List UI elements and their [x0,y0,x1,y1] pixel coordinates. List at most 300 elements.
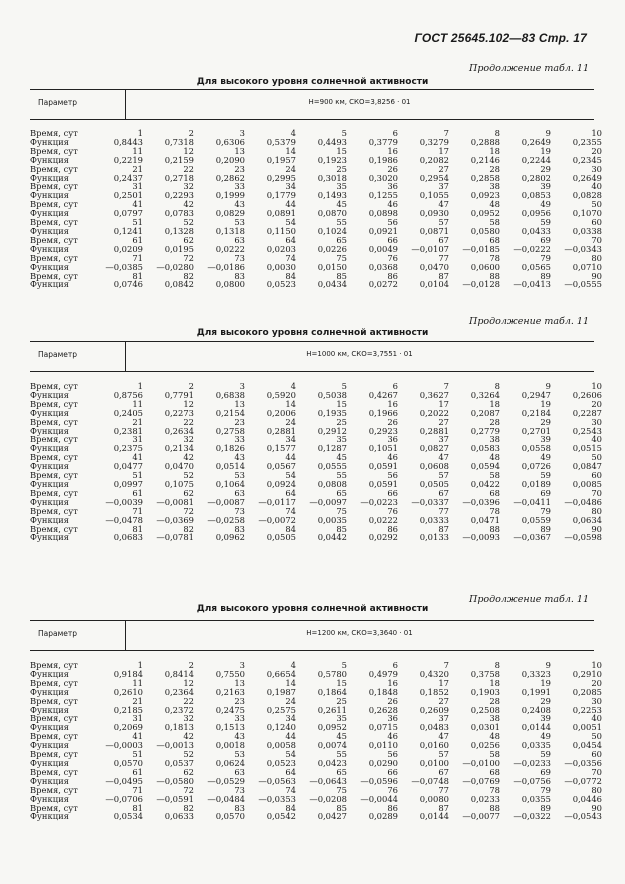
continuation-note: Продолжение табл. 11 [469,63,589,74]
table-cell: 0,0189 [521,478,551,489]
table-cell: 59 [540,749,551,760]
table-cell: 17 [438,398,449,409]
table-cell: 26 [387,163,398,174]
table-row [30,227,602,236]
table-cell: 0,2244 [521,154,551,165]
table-cell: 9 [545,660,551,670]
table-cell: 0,1255 [368,190,398,201]
table-cell: 3 [239,128,245,138]
table-cell: 45 [336,199,347,210]
table-cell: 0,2022 [419,407,449,418]
table-cell: 35 [336,181,347,192]
table-cell: 16 [387,398,398,409]
table-cell: 0,1813 [164,722,194,733]
table-cell: 0,1493 [317,190,347,201]
table-cell: 0,2758 [215,425,245,436]
table-cell: 0,3018 [317,172,347,183]
table-cell: 31 [132,434,143,445]
table-cell: 49 [540,199,551,210]
table-cell: 0,0624 [215,757,245,768]
table-cell: 87 [438,523,449,534]
table-cell: 0,0962 [215,532,245,543]
table-row [30,174,602,183]
table-cell: 0,5780 [317,668,347,679]
row-label: Время, сут [30,766,78,777]
table-cell: 0,2287 [572,407,602,418]
table-cell: 39 [540,181,551,192]
table-cell: 31 [132,713,143,724]
table-cell: 0,2085 [572,686,602,697]
table-cell: 0,2910 [572,668,602,679]
table-cell: 0,0030 [266,261,296,272]
table-cell: 20 [591,145,602,156]
table-cell: 11 [132,398,143,409]
table-cell: 0,0233 [470,793,500,804]
table-cell: 0,0924 [266,478,296,489]
table-cell: 0,0827 [419,443,449,454]
parameter-header: Параметр [38,98,77,107]
table-cell: 58 [489,470,500,481]
table-cell: —0,0478 [105,514,143,525]
table-cell: 77 [438,505,449,516]
table-cell: 89 [540,523,551,534]
altitude-header: H=900 км, СКО=3,8256 · 01 [308,98,411,106]
table-cell: 69 [540,234,551,245]
table-header [30,620,594,651]
table-cell: 0,2381 [113,425,143,436]
altitude-header: H=1200 км, СКО=3,3640 · 01 [306,629,413,637]
table-cell: 68 [489,234,500,245]
table-cell: 0,8756 [113,389,143,400]
table-cell: 62 [183,766,194,777]
table-cell: 34 [285,181,296,192]
table-cell: 58 [489,217,500,228]
table-cell: 51 [132,217,143,228]
table-cell: 0,0808 [317,478,347,489]
table-cell: 0,2610 [113,686,143,697]
table-cell: 0,0335 [521,740,551,751]
table-cell: 5 [341,381,347,391]
table-cell: 70 [591,487,602,498]
table-cell: 0,2082 [419,154,449,165]
table-cell: 72 [183,505,194,516]
table-cell: 28 [489,695,500,706]
table-cell: 0,0634 [572,514,602,525]
table-cell: —0,0781 [156,532,194,543]
table-cell: 71 [132,252,143,263]
table-cell: 54 [285,749,296,760]
table-cell: 50 [591,731,602,742]
table-cell: 0,0018 [215,740,245,751]
table-cell: 29 [540,416,551,427]
table-cell: 0,2649 [572,172,602,183]
table-cell: 0,2163 [215,686,245,697]
table-cell: 6 [392,660,398,670]
table-cell: 0,2437 [113,172,143,183]
row-label: Функция [30,793,69,804]
table-cell: 36 [387,434,398,445]
table-cell: 0,2701 [521,425,551,436]
table-cell: 0,1848 [368,686,398,697]
table-cell: 59 [540,470,551,481]
table-cell: 32 [183,713,194,724]
table-cell: —0,0081 [156,496,194,507]
table-cell: 0,4493 [317,136,347,147]
table-cell: 15 [336,677,347,688]
table-cell: 45 [336,452,347,463]
table-cell: 73 [234,784,245,795]
table-cell: 0,1957 [266,154,296,165]
table-cell: 0,0797 [113,208,143,219]
row-label: Функция [30,478,69,489]
parameter-header: Параметр [38,629,77,638]
table-row [30,462,602,471]
table-cell: 57 [438,749,449,760]
continuation-note: Продолжение табл. 11 [469,594,589,605]
table-cell: 0,9184 [113,668,143,679]
table-cell: 73 [234,505,245,516]
table-cell: 28 [489,416,500,427]
table-cell: 41 [132,199,143,210]
table-cell: 56 [387,470,398,481]
table-cell: 87 [438,270,449,281]
table-cell: 0,0847 [572,461,602,472]
table-cell: 46 [387,452,398,463]
table-cell: —0,0369 [156,514,194,525]
table-cell: —0,0100 [462,757,500,768]
table-cell: —0,0039 [105,496,143,507]
table-cell: 0,3264 [470,389,500,400]
table-cell: —0,0563 [258,775,296,786]
table-cell: 23 [234,695,245,706]
row-label: Функция [30,172,69,183]
table-cell: —0,0706 [105,793,143,804]
table-cell: 2 [188,660,194,670]
table-cell: —0,0598 [564,532,602,543]
row-label: Функция [30,686,69,697]
table-cell: 61 [132,487,143,498]
table-cell: 48 [489,731,500,742]
table-cell: 8 [494,660,500,670]
row-label: Время, сут [30,802,78,813]
table-cell: 49 [540,452,551,463]
table-cell: 47 [438,452,449,463]
table-cell: 0,0683 [113,532,143,543]
table-cell: 0,0195 [164,243,194,254]
table-cell: 90 [591,523,602,534]
table-cell: 17 [438,677,449,688]
table-row [30,759,602,768]
table-cell: 2 [188,381,194,391]
row-label: Время, сут [30,784,78,795]
table-cell: —0,0484 [207,793,245,804]
table-cell: 1 [137,128,143,138]
table-cell: 37 [438,713,449,724]
table-cell: 86 [387,270,398,281]
table-cell: 0,2185 [113,704,143,715]
table-cell: 0,1991 [521,686,551,697]
table-cell: 0,0923 [470,190,500,201]
table-cell: 0,2858 [470,172,500,183]
table-cell: 9 [545,128,551,138]
table-cell: 0,0104 [419,279,449,290]
table-row [30,391,602,400]
table-cell: 0,0523 [266,757,296,768]
table-cell: —0,0003 [105,740,143,751]
table-cell: 18 [489,145,500,156]
table-cell: 0,0842 [164,279,194,290]
table-cell: 0,1987 [266,686,296,697]
table-cell: 17 [438,145,449,156]
table-cell: —0,0495 [105,775,143,786]
table-cell: 0,0558 [521,443,551,454]
table-cell: 66 [387,766,398,777]
table-row [30,795,602,804]
table-cell: 2 [188,128,194,138]
table-cell: 0,0203 [266,243,296,254]
table-cell: —0,0077 [462,811,500,822]
row-label: Функция [30,496,69,507]
table-cell: 27 [438,163,449,174]
table-cell: 0,4267 [368,389,398,400]
table-header [30,89,594,120]
table-cell: 83 [234,270,245,281]
table-cell: 0,0746 [113,279,143,290]
table-row [30,688,602,697]
table-cell: 69 [540,766,551,777]
table-cell: —0,0093 [462,532,500,543]
table-cell: 3 [239,660,245,670]
table-cell: 0,2611 [317,704,347,715]
data-table [30,129,602,289]
section-title: Для высокого уровня солнечной активности [196,77,429,87]
table-cell: 14 [285,398,296,409]
table-cell: 20 [591,398,602,409]
table-cell: 0,0534 [113,811,143,822]
table-cell: 33 [234,181,245,192]
row-label: Время, сут [30,487,78,498]
table-cell: 84 [285,523,296,534]
table-cell: 44 [285,452,296,463]
table-cell: 0,7550 [215,668,245,679]
row-label: Функция [30,740,69,751]
table-cell: 37 [438,181,449,192]
table-cell: 0,0567 [266,461,296,472]
table-cell: —0,0222 [513,243,551,254]
table-cell: —0,0097 [309,496,347,507]
table-cell: 29 [540,163,551,174]
table-cell: 12 [183,398,194,409]
table-cell: 76 [387,505,398,516]
table-cell: 0,6306 [215,136,245,147]
table-cell: 13 [234,677,245,688]
table-cell: 0,2475 [215,704,245,715]
table-cell: 0,2508 [470,704,500,715]
table-cell: 0,0600 [470,261,500,272]
table-cell: —0,0186 [207,261,245,272]
table-cell: 0,3279 [419,136,449,147]
table-cell: 86 [387,523,398,534]
table-cell: 0,0446 [572,793,602,804]
table-cell: 0,2405 [113,407,143,418]
table-cell: 59 [540,217,551,228]
table-cell: 41 [132,731,143,742]
table-cell: 66 [387,234,398,245]
table-cell: 0,4979 [368,668,398,679]
table-cell: 44 [285,199,296,210]
table-cell: 0,0434 [317,279,347,290]
table-cell: 66 [387,487,398,498]
table-cell: 61 [132,766,143,777]
table-cell: 0,0956 [521,208,551,219]
table-cell: 5 [341,128,347,138]
table-cell: 0,1513 [215,722,245,733]
table-cell: 25 [336,416,347,427]
row-label: Время, сут [30,677,78,688]
row-label: Функция [30,532,69,543]
table-cell: 0,0559 [521,514,551,525]
table-cell: 80 [591,784,602,795]
table-cell: 0,0505 [266,532,296,543]
data-table [30,382,602,542]
table-cell: 4 [290,128,296,138]
table-cell: 22 [183,163,194,174]
row-label: Время, сут [30,660,78,670]
table-cell: —0,0208 [309,793,347,804]
table-cell: 51 [132,749,143,760]
table-cell: 73 [234,252,245,263]
table-cell: 74 [285,252,296,263]
table-cell: 68 [489,766,500,777]
table-cell: 0,2575 [266,704,296,715]
table-cell: 0,1864 [317,686,347,697]
table-cell: 18 [489,398,500,409]
table-cell: —0,0072 [258,514,296,525]
row-label: Время, сут [30,713,78,724]
table-cell: 0,0110 [368,740,398,751]
table-row [30,480,602,489]
table-cell: 0,0608 [419,461,449,472]
table-cell: 8 [494,381,500,391]
table-cell: 0,6654 [266,668,296,679]
row-label: Функция [30,225,69,236]
table-cell: 29 [540,695,551,706]
table-cell: 63 [234,234,245,245]
table-cell: 30 [591,695,602,706]
table-cell: 0,0080 [419,793,449,804]
table-cell: 0,2087 [470,407,500,418]
table-cell: 0,0570 [113,757,143,768]
table-cell: 0,2543 [572,425,602,436]
table-cell: 0,0829 [215,208,245,219]
table-cell: 56 [387,749,398,760]
table-cell: 14 [285,145,296,156]
table-cell: 16 [387,145,398,156]
table-cell: 40 [591,713,602,724]
table-cell: 0,1328 [164,225,194,236]
table-cell: 67 [438,234,449,245]
table-cell: 0,0952 [470,208,500,219]
table-cell: 0,2862 [215,172,245,183]
table-cell: 30 [591,416,602,427]
table-cell: 90 [591,270,602,281]
table-cell: 0,2923 [368,425,398,436]
table-cell: 0,0256 [470,740,500,751]
table-cell: —0,0013 [156,740,194,751]
table-cell: 38 [489,434,500,445]
table-cell: 80 [591,505,602,516]
row-label: Время, сут [30,695,78,706]
row-label: Функция [30,775,69,786]
table-cell: 70 [591,766,602,777]
table-cell: 71 [132,784,143,795]
table-cell: 60 [591,217,602,228]
table-cell: 0,0289 [368,811,398,822]
table-cell: 57 [438,217,449,228]
table-row [30,777,602,786]
table-cell: 56 [387,217,398,228]
table-row [30,409,602,418]
table-cell: 78 [489,784,500,795]
row-label: Функция [30,154,69,165]
page-header: ГОСТ 25645.102—83 Стр. 17 [414,31,587,45]
table-cell: 0,0594 [470,461,500,472]
table-cell: 47 [438,199,449,210]
row-label: Функция [30,208,69,219]
table-cell: 0,2881 [419,425,449,436]
table-row [30,263,602,272]
table-cell: 0,8414 [164,668,194,679]
table-cell: 85 [336,523,347,534]
table-cell: 0,0726 [521,461,551,472]
table-cell: —0,0413 [513,279,551,290]
table-cell: 53 [234,470,245,481]
table-cell: 0,0633 [164,811,194,822]
table-cell: 0,0871 [419,225,449,236]
table-cell: 16 [387,677,398,688]
table-cell: —0,0280 [156,261,194,272]
table-cell: 69 [540,487,551,498]
table-cell: 0,0853 [521,190,551,201]
table-cell: 1 [137,381,143,391]
table-cell: 0,2159 [164,154,194,165]
row-label: Время, сут [30,163,78,174]
table-cell: 61 [132,234,143,245]
row-label: Функция [30,514,69,525]
table-cell: 0,0100 [419,757,449,768]
table-cell: 0,0997 [113,478,143,489]
table-cell: —0,0756 [513,775,551,786]
table-cell: 9 [545,381,551,391]
table-cell: 11 [132,145,143,156]
table-cell: 0,2408 [521,704,551,715]
table-cell: 39 [540,713,551,724]
table-cell: 28 [489,163,500,174]
table-cell: 79 [540,784,551,795]
table-cell: 0,0442 [317,532,347,543]
table-cell: 0,0891 [266,208,296,219]
table-cell: 13 [234,398,245,409]
row-label: Время, сут [30,128,78,138]
table-cell: 0,0783 [164,208,194,219]
table-cell: 0,7318 [164,136,194,147]
table-cell: 53 [234,217,245,228]
table-cell: 0,0222 [368,514,398,525]
table-cell: 19 [540,145,551,156]
table-cell: 82 [183,270,194,281]
table-cell: 36 [387,713,398,724]
table-cell: 36 [387,181,398,192]
